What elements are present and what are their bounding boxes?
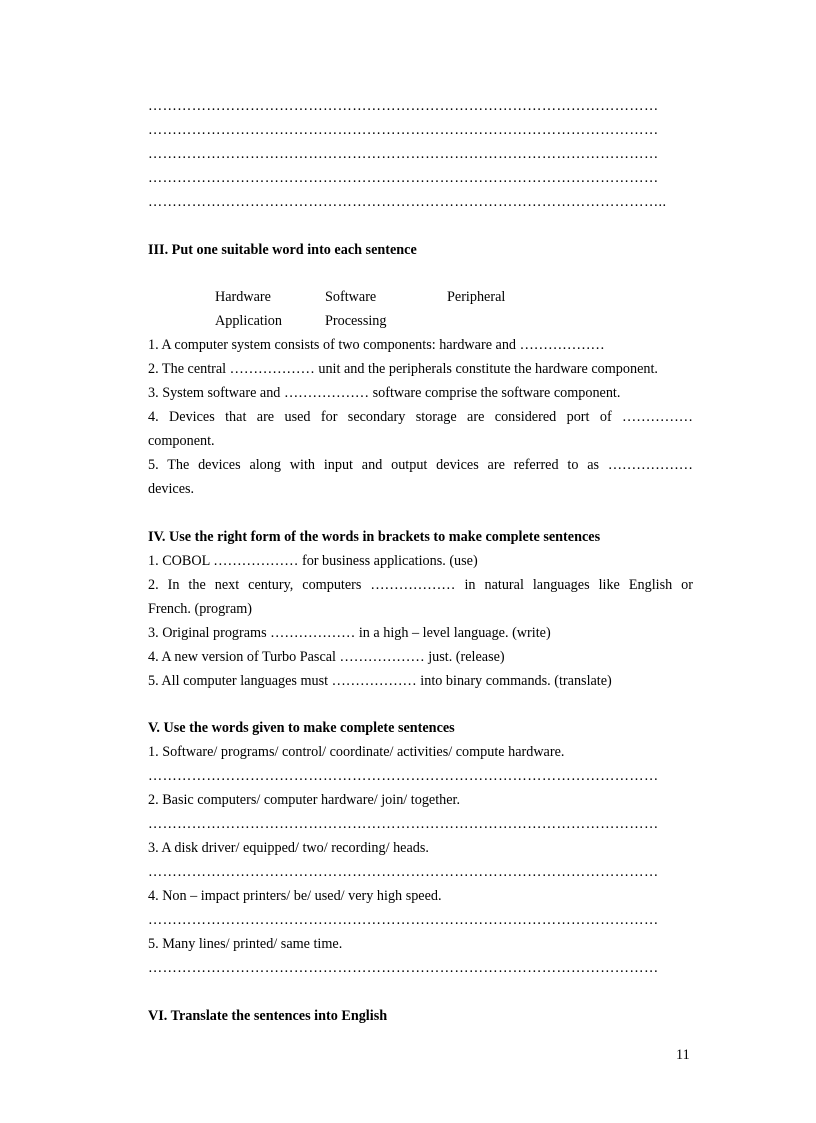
page-number: 11: [676, 1047, 690, 1063]
exercise-item: 3. A disk driver/ equipped/ two/ recording/ heads.: [148, 840, 429, 856]
section-6-heading: VI. Translate the sentences into English: [148, 1008, 388, 1024]
exercise-item: 4. Devices that are used for secondary storage are considered port of ……………: [148, 409, 693, 425]
exercise-item: 3. System software and ……………… software comprise the software component.: [148, 385, 621, 401]
exercise-item-continued: French. (program): [148, 601, 253, 617]
answer-line: ……………………………………………………………………………………………..: [148, 194, 667, 210]
word-bank-item: Application: [215, 313, 282, 329]
exercise-item-continued: devices.: [148, 481, 195, 497]
exercise-item: 4. Non – impact printers/ be/ used/ very high speed.: [148, 888, 442, 904]
exercise-item: 5. Many lines/ printed/ same time.: [148, 936, 343, 952]
answer-line: ……………………………………………………………………………………………: [148, 170, 659, 186]
exercise-item: 2. Basic computers/ computer hardware/ join/ together.: [148, 792, 461, 808]
answer-line: ……………………………………………………………………………………………: [148, 122, 659, 138]
exercise-item: 2. In the next century, computers ……………… in natural languages like English or: [148, 577, 693, 593]
answer-line: ……………………………………………………………………………………………: [148, 912, 659, 928]
exercise-item: 2. The central ……………… unit and the peripherals constitute the hardware component.: [148, 361, 658, 377]
answer-line: ……………………………………………………………………………………………: [148, 960, 659, 976]
section-5-heading: V. Use the words given to make complete sentences: [148, 720, 455, 736]
word-bank-item: Hardware: [215, 289, 271, 305]
exercise-item: 5. All computer languages must ……………… into binary commands. (translate): [148, 673, 612, 689]
exercise-item: 1. COBOL ……………… for business applications. (use): [148, 553, 478, 569]
exercise-item: 4. A new version of Turbo Pascal ……………… just. (release): [148, 649, 505, 665]
answer-line: ……………………………………………………………………………………………: [148, 768, 659, 784]
section-3-heading: III. Put one suitable word into each sentence: [148, 242, 417, 258]
word-bank-item: Peripheral: [447, 289, 506, 305]
exercise-item: 1. A computer system consists of two components: hardware and ………………: [148, 337, 605, 353]
exercise-item-continued: component.: [148, 433, 215, 449]
answer-line: ……………………………………………………………………………………………: [148, 98, 659, 114]
word-bank-item: Software: [325, 289, 377, 305]
answer-line: ……………………………………………………………………………………………: [148, 864, 659, 880]
word-bank-item: Processing: [325, 313, 387, 329]
exercise-item: 3. Original programs ……………… in a high – level language. (write): [148, 625, 551, 641]
answer-line: ……………………………………………………………………………………………: [148, 816, 659, 832]
section-4-heading: IV. Use the right form of the words in brackets to make complete sentences: [148, 529, 601, 545]
exercise-item: 5. The devices along with input and output devices are referred to as ………………: [148, 457, 693, 473]
answer-line: ……………………………………………………………………………………………: [148, 146, 659, 162]
exercise-item: 1. Software/ programs/ control/ coordinate/ activities/ compute hardware.: [148, 744, 565, 760]
